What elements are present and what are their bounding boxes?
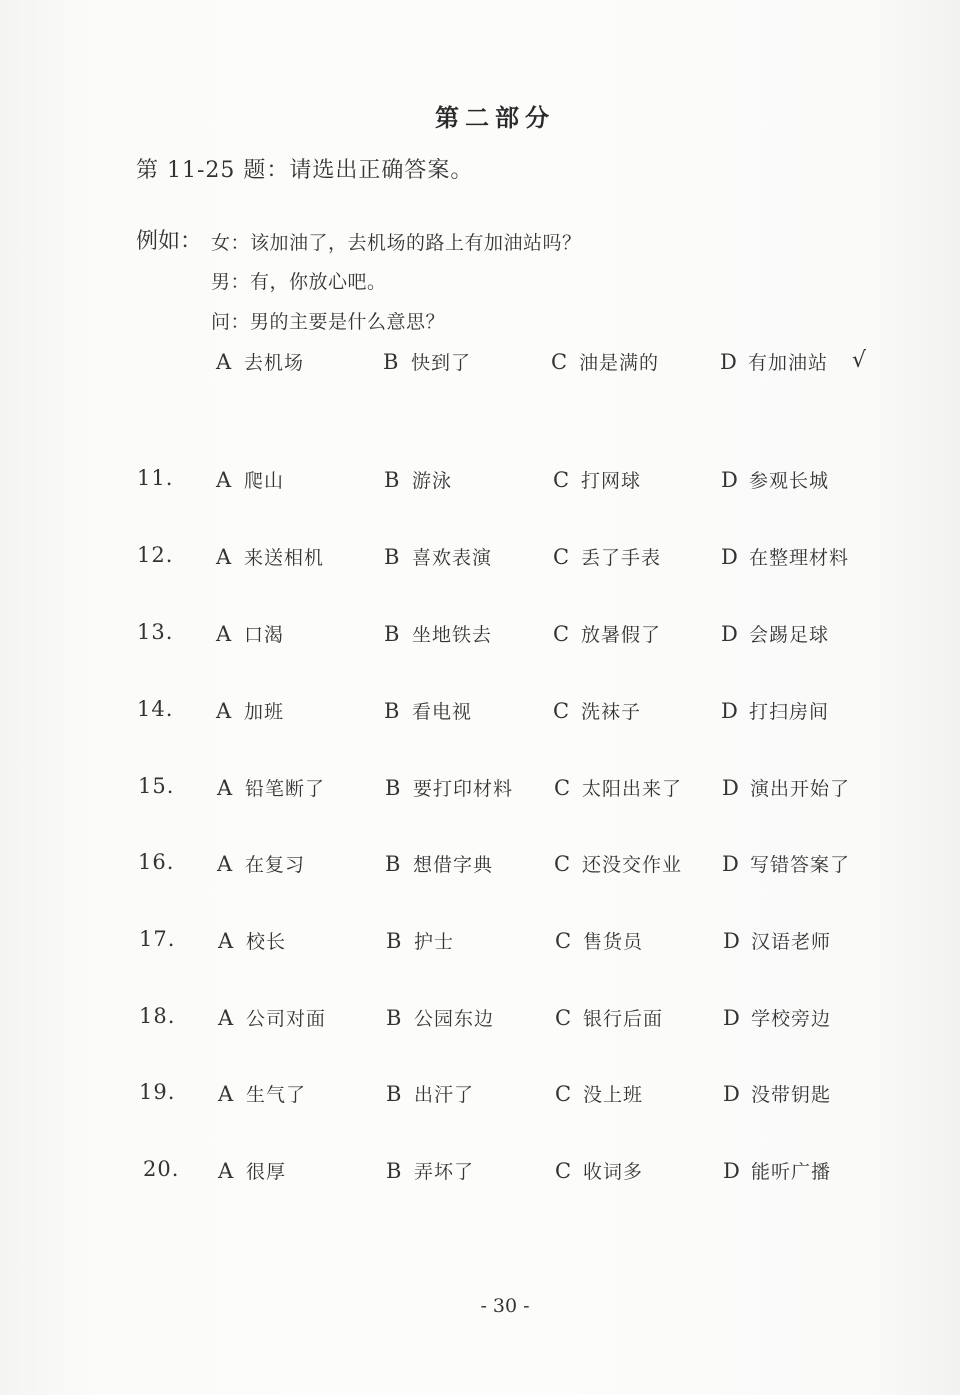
question-row: [0, 1080, 960, 1110]
option-a[interactable]: [218, 1157, 286, 1184]
option-c[interactable]: [553, 697, 641, 724]
option-letter: A: [216, 699, 232, 723]
option-text: 学校旁边: [751, 1008, 832, 1030]
example-option-d: [720, 348, 828, 375]
option-text: 还没交作业: [582, 854, 683, 876]
option-text: 售货员: [583, 931, 644, 953]
option-text: 出汗了: [414, 1084, 475, 1106]
question-number: 13.: [137, 620, 174, 644]
option-a[interactable]: [216, 543, 324, 570]
option-letter: D: [721, 468, 738, 492]
option-c[interactable]: [555, 1080, 643, 1107]
option-b[interactable]: [384, 543, 492, 570]
option-d[interactable]: [721, 697, 829, 724]
option-text: 爬山: [244, 470, 285, 492]
option-letter: A: [218, 1159, 234, 1183]
option-text: 生气了: [246, 1084, 307, 1106]
option-c[interactable]: [554, 850, 682, 877]
question-number: 12.: [137, 543, 174, 567]
option-text: 演出开始了: [750, 778, 851, 800]
option-text: 收词多: [583, 1161, 644, 1183]
option-text: 油是满的: [579, 352, 660, 374]
option-a[interactable]: [216, 697, 284, 724]
option-letter: C: [554, 852, 571, 876]
option-text: 校长: [246, 931, 287, 953]
option-text: 汉语老师: [751, 931, 832, 953]
option-letter: C: [551, 350, 568, 374]
option-letter: D: [722, 776, 739, 800]
option-text: 太阳出来了: [582, 778, 683, 800]
option-letter: A: [216, 350, 232, 374]
option-letter: D: [723, 1082, 740, 1106]
option-letter: C: [553, 622, 570, 646]
option-letter: A: [216, 545, 232, 569]
option-letter: C: [555, 1006, 572, 1030]
question-number: 11.: [137, 466, 174, 490]
option-letter: B: [384, 468, 400, 492]
option-text: 有加油站: [748, 352, 829, 374]
question-row: [0, 620, 960, 650]
option-a[interactable]: [218, 927, 286, 954]
option-c[interactable]: [555, 1157, 643, 1184]
option-letter: B: [385, 776, 401, 800]
question-number: 16.: [138, 850, 175, 874]
option-text: 公园东边: [414, 1008, 495, 1030]
option-d[interactable]: [723, 1080, 831, 1107]
option-text: 铅笔断了: [245, 778, 326, 800]
example-question: 问：男的主要是什么意思？: [211, 311, 446, 333]
question-row: [0, 466, 960, 496]
option-text: 打扫房间: [749, 701, 830, 723]
option-text: 护士: [414, 931, 455, 953]
option-d[interactable]: [723, 1004, 831, 1031]
option-text: 没上班: [583, 1084, 644, 1106]
option-text: 在整理材料: [749, 547, 850, 569]
option-letter: B: [384, 545, 400, 569]
option-b[interactable]: [386, 1157, 474, 1184]
option-b[interactable]: [384, 466, 452, 493]
option-a[interactable]: [217, 774, 325, 801]
option-d[interactable]: [723, 927, 831, 954]
option-letter: D: [723, 1006, 740, 1030]
example-option-a: [216, 348, 304, 375]
option-letter: C: [554, 776, 571, 800]
question-row: [0, 1157, 960, 1187]
option-text: 游泳: [412, 470, 453, 492]
option-a[interactable]: [217, 850, 305, 877]
option-a[interactable]: [216, 466, 284, 493]
option-letter: D: [721, 699, 738, 723]
example-options-row: [0, 348, 960, 378]
option-letter: A: [218, 1006, 234, 1030]
option-letter: C: [555, 1082, 572, 1106]
option-letter: B: [386, 1082, 402, 1106]
option-a[interactable]: [218, 1080, 306, 1107]
option-text: 参观长城: [749, 470, 830, 492]
option-text: 没带钥匙: [751, 1084, 832, 1106]
example-option-b: [383, 348, 471, 375]
option-text: 弄坏了: [414, 1161, 475, 1183]
question-row: [0, 697, 960, 727]
section-title: 第二部分: [435, 104, 555, 132]
option-d[interactable]: [722, 850, 850, 877]
option-c[interactable]: [554, 774, 682, 801]
question-row: [0, 927, 960, 957]
option-letter: A: [218, 1082, 234, 1106]
option-letter: D: [723, 1159, 740, 1183]
option-letter: B: [384, 622, 400, 646]
option-letter: D: [723, 929, 740, 953]
option-text: 在复习: [245, 854, 306, 876]
option-text: 口渴: [244, 624, 285, 646]
option-text: 快到了: [411, 352, 472, 374]
option-d[interactable]: [721, 620, 829, 647]
option-c[interactable]: [553, 466, 641, 493]
option-b[interactable]: [385, 850, 493, 877]
option-text: 公司对面: [246, 1008, 327, 1030]
option-text: 去机场: [244, 352, 305, 374]
option-letter: D: [720, 350, 737, 374]
option-letter: B: [386, 1159, 402, 1183]
question-number: 17.: [139, 927, 176, 951]
question-number: 14.: [137, 697, 174, 721]
option-letter: D: [721, 622, 738, 646]
page-number: - 30 -: [480, 1295, 530, 1317]
option-text: 打网球: [581, 470, 642, 492]
question-row: [0, 1004, 960, 1034]
option-text: 看电视: [412, 701, 473, 723]
option-text: 要打印材料: [413, 778, 514, 800]
option-letter: A: [217, 776, 233, 800]
option-d[interactable]: [721, 466, 829, 493]
example-label: 例如：: [136, 229, 203, 254]
option-letter: B: [383, 350, 399, 374]
checkmark-icon: √: [852, 348, 867, 373]
option-b[interactable]: [384, 620, 492, 647]
option-c[interactable]: [553, 620, 661, 647]
option-letter: D: [721, 545, 738, 569]
option-text: 来送相机: [244, 547, 325, 569]
option-text: 很厚: [246, 1161, 287, 1183]
example-dialog-man: 男：有，你放心吧。: [211, 271, 387, 293]
option-letter: D: [722, 852, 739, 876]
option-text: 能听广播: [751, 1161, 832, 1183]
option-b[interactable]: [386, 1080, 474, 1107]
option-letter: C: [553, 468, 570, 492]
option-a[interactable]: [216, 620, 284, 647]
question-row: [0, 850, 960, 880]
option-letter: C: [555, 929, 572, 953]
option-c[interactable]: [555, 1004, 663, 1031]
option-letter: B: [385, 852, 401, 876]
option-text: 喜欢表演: [412, 547, 493, 569]
option-text: 会踢足球: [749, 624, 830, 646]
option-letter: A: [218, 929, 234, 953]
question-number: 19.: [139, 1080, 176, 1104]
option-letter: B: [386, 1006, 402, 1030]
option-text: 想借字典: [413, 854, 494, 876]
option-d[interactable]: [722, 774, 850, 801]
question-number: 18.: [139, 1004, 176, 1028]
option-letter: A: [217, 852, 233, 876]
option-letter: C: [553, 545, 570, 569]
option-text: 银行后面: [583, 1008, 664, 1030]
option-letter: A: [216, 468, 232, 492]
option-b[interactable]: [386, 927, 454, 954]
question-row: [0, 543, 960, 573]
option-letter: C: [555, 1159, 572, 1183]
question-number: 15.: [138, 774, 175, 798]
option-text: 洗袜子: [581, 701, 642, 723]
option-a[interactable]: [218, 1004, 326, 1031]
option-letter: A: [216, 622, 232, 646]
option-letter: B: [386, 929, 402, 953]
option-letter: B: [384, 699, 400, 723]
question-row: [0, 774, 960, 804]
option-d[interactable]: [721, 543, 849, 570]
option-c[interactable]: [553, 543, 661, 570]
example-dialog-woman: 女：该加油了，去机场的路上有加油站吗？: [211, 232, 582, 254]
option-letter: C: [553, 699, 570, 723]
option-text: 丢了手表: [581, 547, 662, 569]
example-option-c: [551, 348, 659, 375]
option-b[interactable]: [386, 1004, 494, 1031]
option-text: 加班: [244, 701, 285, 723]
question-number: 20.: [143, 1157, 180, 1181]
instruction-text: 第 11-25 题：请选出正确答案。: [136, 158, 474, 183]
option-b[interactable]: [385, 774, 513, 801]
option-c[interactable]: [555, 927, 643, 954]
option-text: 坐地铁去: [412, 624, 493, 646]
option-text: 放暑假了: [581, 624, 662, 646]
option-b[interactable]: [384, 697, 472, 724]
option-text: 写错答案了: [750, 854, 851, 876]
option-d[interactable]: [723, 1157, 831, 1184]
